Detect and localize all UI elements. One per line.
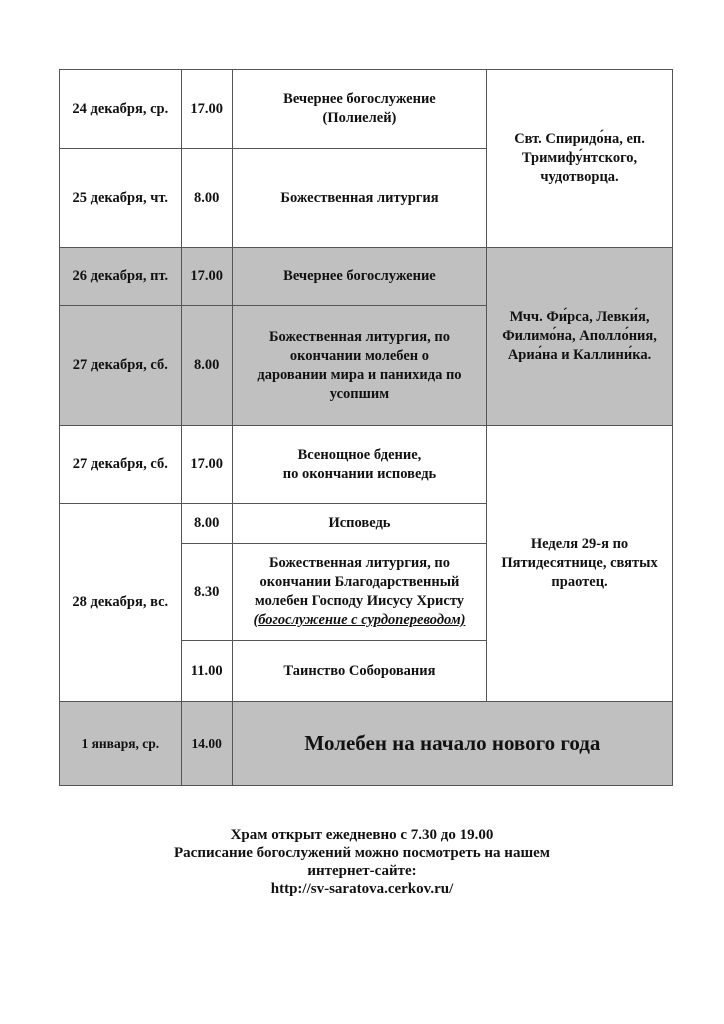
feast-line: Тримифу́нтского, <box>521 150 638 166</box>
feast-line: праотец. <box>551 574 608 590</box>
schedule-info: Расписание богослужений можно посмотреть на нашем <box>174 845 550 861</box>
date-cell: 24 декабря, ср. <box>60 70 182 149</box>
service-line: Божественная литургия, по <box>268 555 450 571</box>
opening-hours: Храм открыт ежедневно с 7.30 до 19.00 <box>230 827 494 843</box>
date-cell: 25 декабря, чт. <box>60 149 182 248</box>
date-cell: 1 января, ср. <box>60 702 182 786</box>
service-cell: Вечернее богослужение <box>232 248 486 306</box>
service-cell <box>232 306 486 426</box>
service-line: Всенощное бдение, <box>297 446 422 463</box>
footer-info <box>0 826 724 898</box>
service-line: по окончании исповедь <box>282 465 437 482</box>
feast-line: Неделя 29-я по <box>530 536 629 552</box>
service-line: усопшим <box>329 385 390 402</box>
service-cell: Таинство Соборования <box>232 641 486 702</box>
feast-line: Свт. Спиридо́на, еп. <box>514 131 645 147</box>
service-line: Божественная литургия, по <box>268 328 450 345</box>
time-cell: 17.00 <box>181 248 232 306</box>
feast-cell <box>487 248 673 426</box>
table-row <box>60 702 673 786</box>
service-line: молебен Господу Иисусу Христу <box>254 593 465 609</box>
service-cell <box>232 544 486 641</box>
feast-line: Мчч. Фи́рса, Левки́я, <box>509 309 650 325</box>
time-cell: 8.00 <box>181 149 232 248</box>
service-cell: Молебен на начало нового года <box>232 702 672 786</box>
date-cell: 27 декабря, сб. <box>60 426 182 504</box>
time-cell: 8.30 <box>181 544 232 641</box>
feast-cell <box>487 426 673 702</box>
service-cell <box>232 70 486 149</box>
service-line: окончании молебен о <box>289 347 430 364</box>
service-cell <box>232 426 486 504</box>
service-line: даровании мира и панихида по <box>257 366 462 383</box>
service-line: Вечернее богослужение <box>283 91 436 107</box>
service-line: окончании Благодарственный <box>259 574 460 590</box>
feast-line: Филимо́на, Аполло́ния, <box>502 328 657 344</box>
time-cell: 8.00 <box>181 504 232 544</box>
table-row <box>60 426 673 504</box>
time-cell: 11.00 <box>181 641 232 702</box>
time-cell: 17.00 <box>181 70 232 149</box>
feast-cell <box>487 70 673 248</box>
service-cell: Исповедь <box>232 504 486 544</box>
schedule-info-cont: интернет-сайте: <box>307 863 417 879</box>
table-row <box>60 70 673 149</box>
time-cell: 14.00 <box>181 702 232 786</box>
time-cell: 17.00 <box>181 426 232 504</box>
feast-line: Пятидесятнице, святых <box>501 555 658 571</box>
date-cell: 27 декабря, сб. <box>60 306 182 426</box>
date-cell: 28 декабря, вс. <box>60 504 182 702</box>
service-cell: Божественная литургия <box>232 149 486 248</box>
time-cell: 8.00 <box>181 306 232 426</box>
date-cell: 26 декабря, пт. <box>60 248 182 306</box>
schedule-table <box>59 69 673 786</box>
feast-line: чудотворца. <box>540 169 619 185</box>
service-line: (Полиелей) <box>322 110 397 126</box>
feast-line: Ариа́на и Каллини́ка. <box>507 347 652 363</box>
website-link[interactable]: http://sv-saratova.cerkov.ru/ <box>270 881 454 897</box>
sign-language-note: (богослужение с сурдопереводом) <box>253 612 466 628</box>
table-row <box>60 248 673 306</box>
